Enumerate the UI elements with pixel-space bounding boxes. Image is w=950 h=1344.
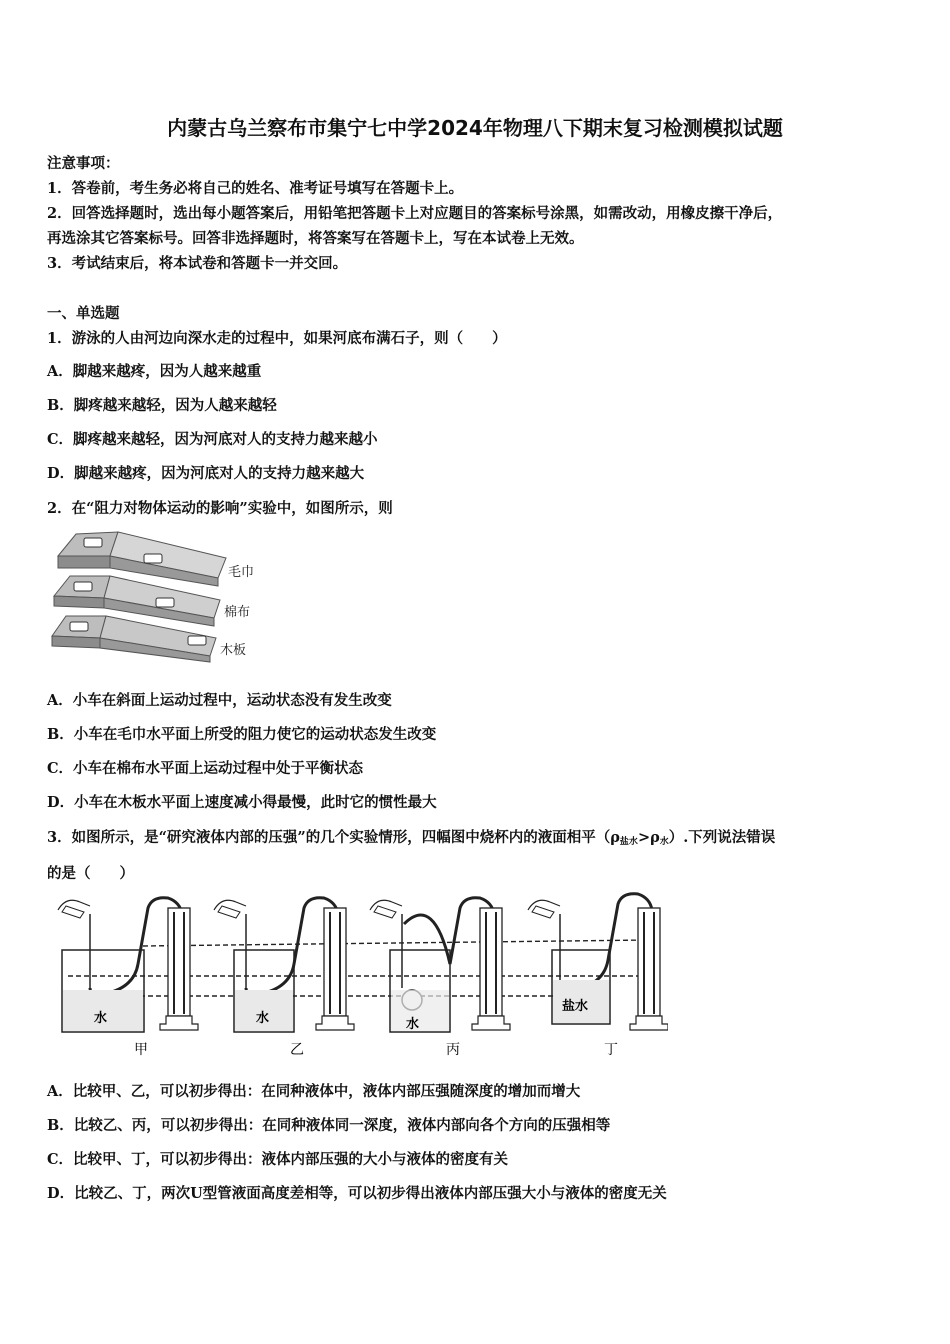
label-towel: 毛巾 [228, 565, 255, 580]
setup-bing [370, 898, 510, 1032]
setup-jia [58, 898, 198, 1032]
q2-option-d: D．小车在木板水平面上速度减小得最慢，此时它的惯性最大 [47, 794, 437, 811]
label-cotton: 棉布 [224, 605, 251, 620]
cart-icon [74, 582, 92, 591]
q3-option-b: B．比较乙、丙，可以初步得出：在同种液体同一深度，液体内部向各个方向的压强相等 [47, 1117, 611, 1134]
q2-stem: 2．在“阻力对物体运动的影响”实验中，如图所示，则 [47, 500, 393, 517]
cart-icon [84, 538, 102, 547]
notice-item-3: 3．考试结束后，将本试卷和答题卡一并交回。 [47, 255, 348, 272]
caption-bing: 丙 [446, 1042, 460, 1058]
cart-icon [144, 554, 162, 563]
q3-option-d: D．比较乙、丁，两次U型管液面高度差相等，可以初步得出液体内部压强大小与液体的密度无关 [47, 1185, 667, 1202]
setup-yi [214, 898, 354, 1032]
q2-option-c: C．小车在棉布水平面上运动过程中处于平衡状态 [47, 760, 364, 777]
q2-ramp-figure [48, 528, 268, 664]
notice-item-1: 1．答卷前，考生务必将自己的姓名、准考证号填写在答题卡上。 [47, 180, 464, 197]
q3-stem-cont: 的是（ ） [47, 865, 134, 882]
beaker-label-ding: 盐水 [562, 999, 589, 1014]
q1-option-b: B．脚疼越来越轻，因为人越来越轻 [47, 397, 277, 414]
cart-icon [188, 636, 206, 645]
q2-option-b: B．小车在毛巾水平面上所受的阻力使它的运动状态发生改变 [47, 726, 437, 743]
beaker-label-yi: 水 [256, 1011, 270, 1026]
q3-pressure-figure [48, 888, 668, 1060]
q3-option-c: C．比较甲、丁，可以初步得出：液体内部压强的大小与液体的密度有关 [47, 1151, 509, 1168]
q1-option-a: A．脚越来越疼，因为人越来越重 [47, 363, 262, 380]
notice-item-2: 2．回答选择题时，选出每小题答案后，用铅笔把答题卡上对应题目的答案标号涂黑，如需改动，用橡皮擦干净后， [47, 205, 783, 222]
ramp-board [52, 616, 216, 662]
label-board: 木板 [220, 643, 247, 658]
q3-option-a: A．比较甲、乙，可以初步得出：在同种液体中，液体内部压强随深度的增加而增大 [47, 1083, 581, 1100]
caption-yi: 乙 [290, 1042, 304, 1058]
q2-option-a: A．小车在斜面上运动过程中，运动状态没有发生改变 [47, 692, 392, 709]
q3-stem: 3．如图所示，是“研究液体内部的压强”的几个实验情形，四幅图中烧杯内的液面相平$(\rho_{盐水}>\rho_水)$.下列说法错误 [47, 829, 776, 847]
beaker-label-bing: 水 [406, 1017, 420, 1032]
page-title: 内蒙古乌兰察布市集宁七中学2024年物理八下期末复习检测模拟试题 [167, 116, 783, 140]
caption-ding: 丁 [604, 1042, 618, 1058]
notice-item-2-cont: 再选涂其它答案标号。回答非选择题时，将答案写在答题卡上，写在本试卷上无效。 [47, 230, 584, 247]
q1-option-d: D．脚越来越疼，因为河底对人的支持力越来越大 [47, 465, 365, 482]
cart-icon [70, 622, 88, 631]
section-heading: 一、单选题 [47, 305, 120, 322]
setup-ding [528, 894, 668, 1030]
caption-jia: 甲 [134, 1042, 148, 1058]
notice-heading: 注意事项： [47, 155, 120, 172]
q1-option-c: C．脚疼越来越轻，因为河底对人的支持力越来越小 [47, 431, 378, 448]
beaker-label-jia: 水 [94, 1011, 108, 1026]
q1-stem: 1．游泳的人由河边向深水走的过程中，如果河底布满石子，则（ ） [47, 330, 507, 347]
cart-icon [156, 598, 174, 607]
